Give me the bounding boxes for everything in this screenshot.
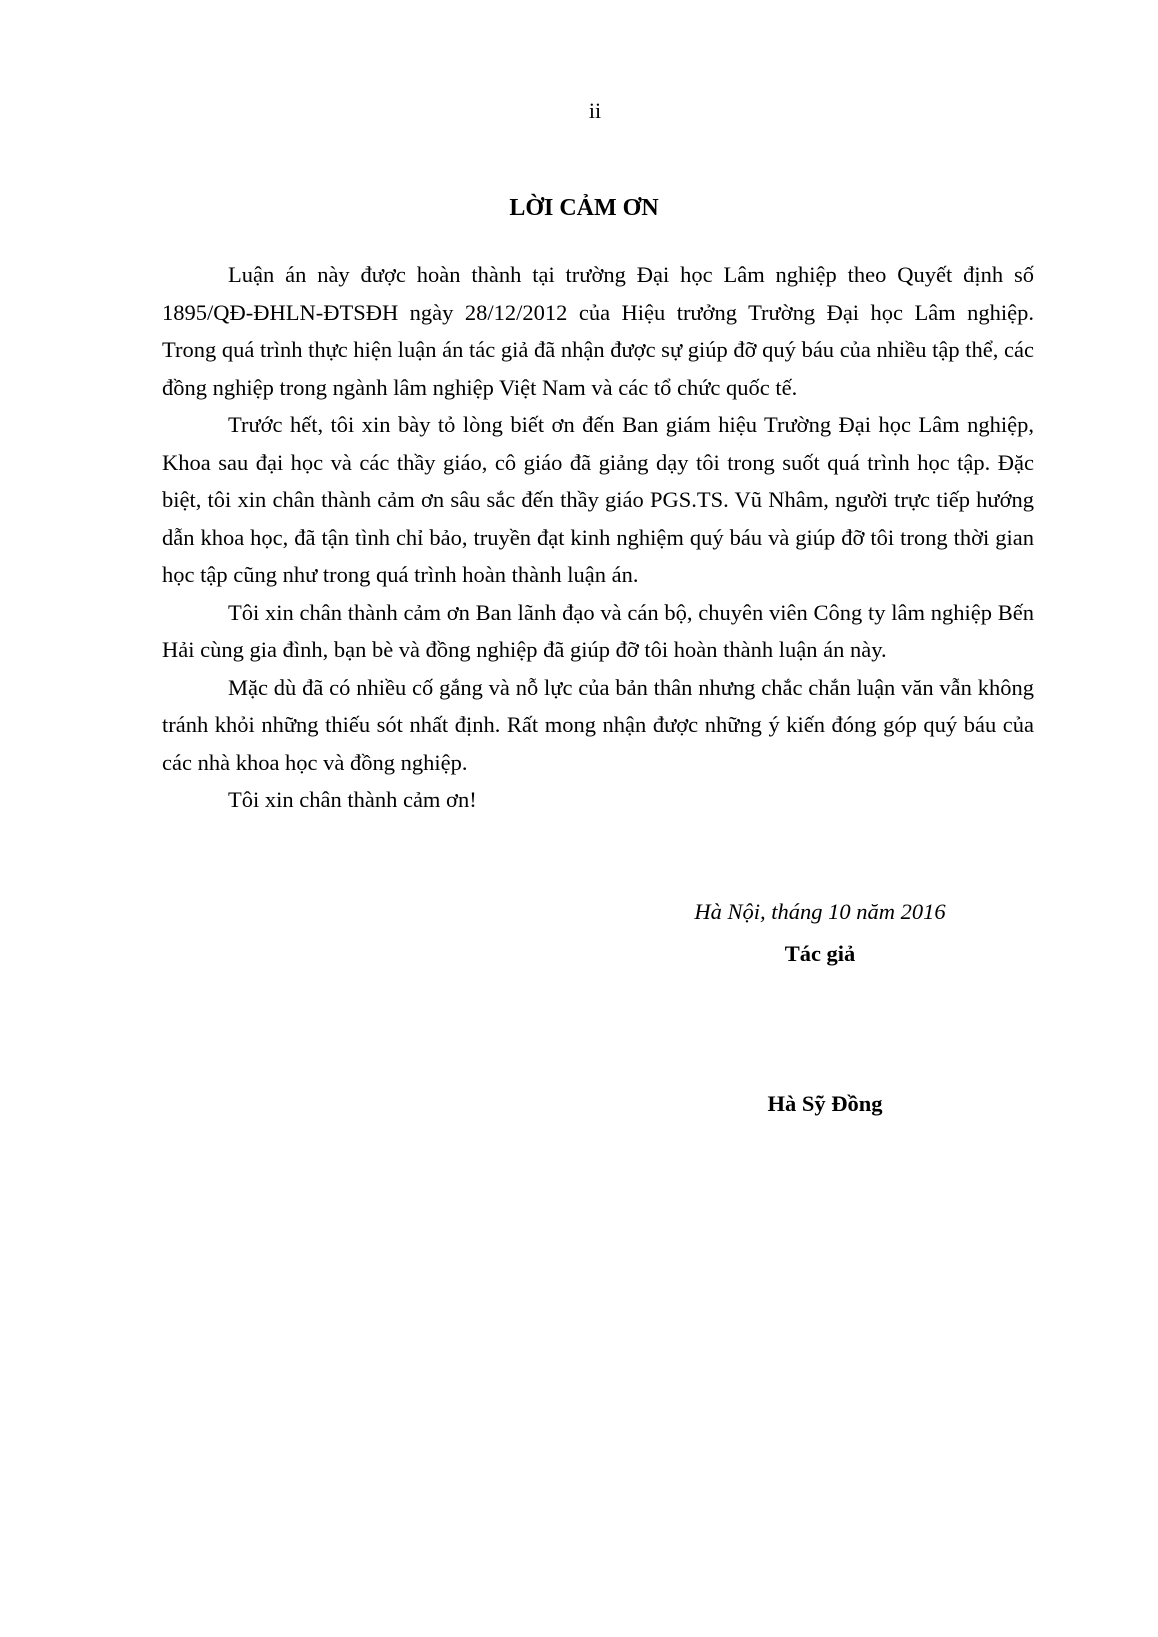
paragraph: Tôi xin chân thành cảm ơn!	[228, 787, 477, 812]
page-number: ii	[588, 98, 602, 123]
author-name: Hà Sỹ Đồng	[767, 1091, 883, 1116]
signature-date: Hà Nội, tháng 10 năm 2016	[694, 899, 946, 924]
paragraph: Luận án này được hoàn thành tại trường Đại học Lâm nghiệp theo Quyết định số 1895/QĐ-ĐHLN-ĐTSĐH ngày 28/12/2012 của Hiệu trưởng Trường Đại học Lâm nghiệp. Trong quá trình thực hiện luận án tác giả đã nhận được sự giúp đỡ quý báu của nhiều tập thể, các đồng nghiệp trong ngành lâm nghiệp Việt Nam và các tổ chức quốc tế.	[162, 262, 1034, 400]
paragraph: Trước hết, tôi xin bày tỏ lòng biết ơn đến Ban giám hiệu Trường Đại học Lâm nghiệp, Khoa sau đại học và các thầy giáo, cô giáo đã giảng dạy tôi trong suốt quá trình học tập. Đặc biệt, tôi xin chân thành cảm ơn sâu sắc đến thầy giáo PGS.TS. Vũ Nhâm, người trực tiếp hướng dẫn khoa học, đã tận tình chỉ bảo, truyền đạt kinh nghiệm quý báu và giúp đỡ tôi trong thời gian học tập cũng như trong quá trình hoàn thành luận án.	[162, 412, 1034, 587]
paragraph: Mặc dù đã có nhiều cố gắng và nỗ lực của bản thân nhưng chắc chắn luận văn vẫn không tránh khỏi những thiếu sót nhất định. Rất mong nhận được những ý kiến đóng góp quý báu của các nhà khoa học và đồng nghiệp.	[162, 674, 1034, 775]
author-label: Tác giả	[784, 941, 856, 966]
page-title: LỜI CẢM ƠN	[509, 195, 659, 221]
paragraph: Tôi xin chân thành cảm ơn Ban lãnh đạo và cán bộ, chuyên viên Công ty lâm nghiệp Bến Hải cùng gia đình, bạn bè và đồng nghiệp đã giúp đỡ tôi hoàn thành luận án này.	[162, 599, 1034, 662]
acknowledgement-body	[162, 256, 1034, 819]
